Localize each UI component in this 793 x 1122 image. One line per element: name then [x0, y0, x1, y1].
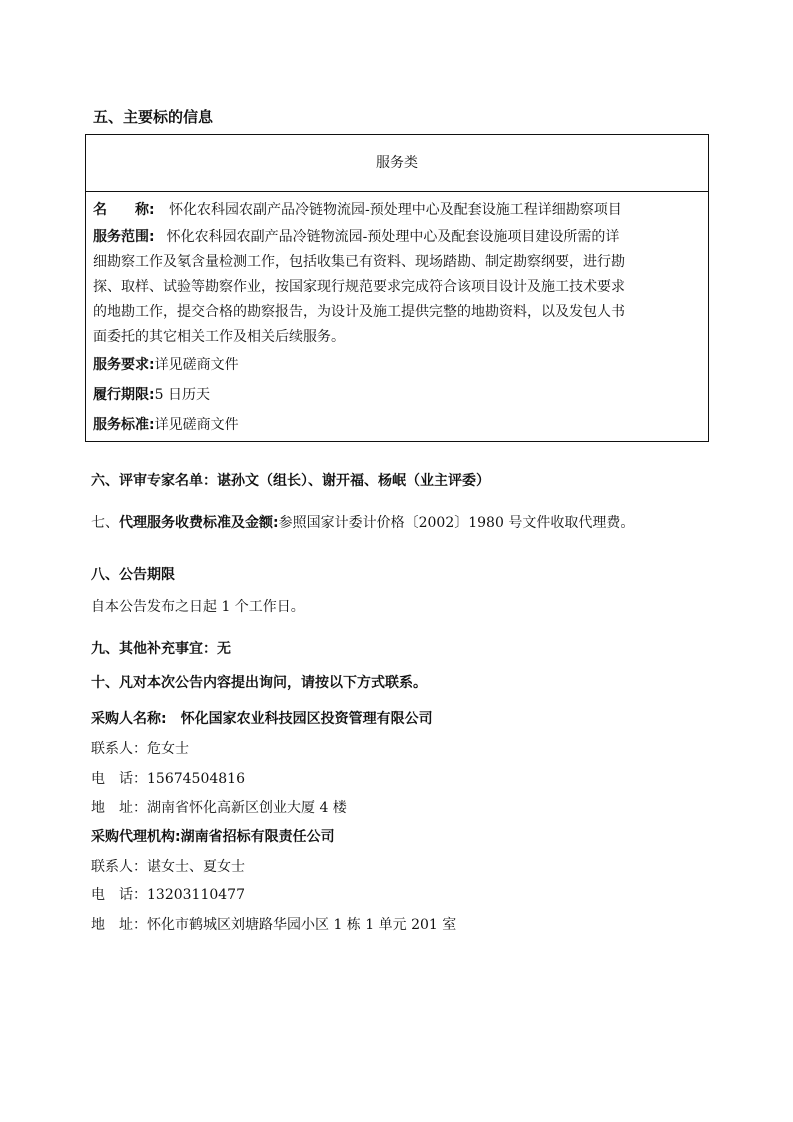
scope-line: 探、取样、试验等勘察作业，按国家现行规范要求完成符合该项目设计及施工技术要求 [93, 279, 625, 295]
standard-row [93, 410, 702, 440]
period-value: 5 日历天 [154, 387, 210, 403]
buyer-contact: 联系人：危女士 [91, 741, 189, 757]
period-label: 履行期限: [93, 387, 155, 403]
section-10-heading: 十、凡对本次公告内容提出询问，请按以下方式联系。 [91, 675, 427, 691]
section-5-heading: 五、主要标的信息 [93, 108, 214, 126]
section-7-text: 参照国家计委计价格〔2002〕1980 号文件收取代理费。 [278, 515, 635, 531]
requirement-value: 详见磋商文件 [154, 357, 239, 373]
standard-value: 详见磋商文件 [154, 417, 239, 433]
section-8-heading: 八、公告期限 [91, 567, 175, 583]
name-value: 怀化农科园农副产品冷链物流园-预处理中心及配套设施工程详细勘察项目 [169, 202, 622, 218]
period-row [93, 380, 702, 410]
buyer-name-row [91, 708, 433, 728]
buyer-phone: 电 话：15674504816 [91, 771, 245, 787]
requirement-label: 服务要求: [93, 357, 155, 373]
scope-line: 怀化农科园农副产品冷链物流园-预处理中心及配套设施项目建设所需的详 [166, 229, 620, 245]
info-table [85, 134, 709, 442]
buyer-name: 怀化国家农业科技园区投资管理有限公司 [180, 711, 433, 727]
scope-line: 面委托的其它相关工作及相关后续服务。 [93, 329, 345, 345]
buyer-label: 采购人名称: [91, 711, 167, 727]
name-row [93, 195, 702, 225]
section-7-label: 代理服务收费标准及金额: [119, 515, 279, 531]
section-9-heading: 九、其他补充事宜：无 [91, 641, 231, 657]
section-6-heading: 六、评审专家名单：谌孙文（组长）、谢开福、杨岷（业主评委） [91, 473, 490, 489]
agency-contact: 联系人：谌女士、夏女士 [91, 859, 245, 875]
scope-line: 的地勘工作，提交合格的勘察报告，为设计及施工提供完整的地勘资料，以及发包人书 [93, 304, 625, 320]
section-8-text: 自本公告发布之日起 1 个工作日。 [91, 599, 305, 615]
table-header: 服务类 [86, 135, 708, 192]
scope-label: 服务范围: [93, 229, 155, 245]
standard-label: 服务标准: [93, 417, 155, 433]
agency-address: 地 址：怀化市鹤城区刘塘路华园小区 1 栋 1 单元 201 室 [91, 917, 457, 933]
buyer-address: 地 址：湖南省怀化高新区创业大厦 4 楼 [91, 800, 347, 816]
name-label: 名 称: [93, 202, 155, 218]
requirement-row [93, 350, 702, 380]
scope-line: 细勘察工作及氡含量检测工作，包括收集已有资料、现场踏勘、制定勘察纲要，进行勘 [93, 254, 625, 270]
agency-label: 采购代理机构: [91, 829, 181, 845]
scope-row [93, 225, 702, 350]
agency-name: 湖南省招标有限责任公司 [180, 829, 335, 845]
agency-phone: 电 话：13203110477 [91, 887, 245, 903]
section-7 [91, 512, 634, 532]
section-7-prefix: 七、 [91, 515, 119, 531]
agency-name-row [91, 826, 335, 846]
